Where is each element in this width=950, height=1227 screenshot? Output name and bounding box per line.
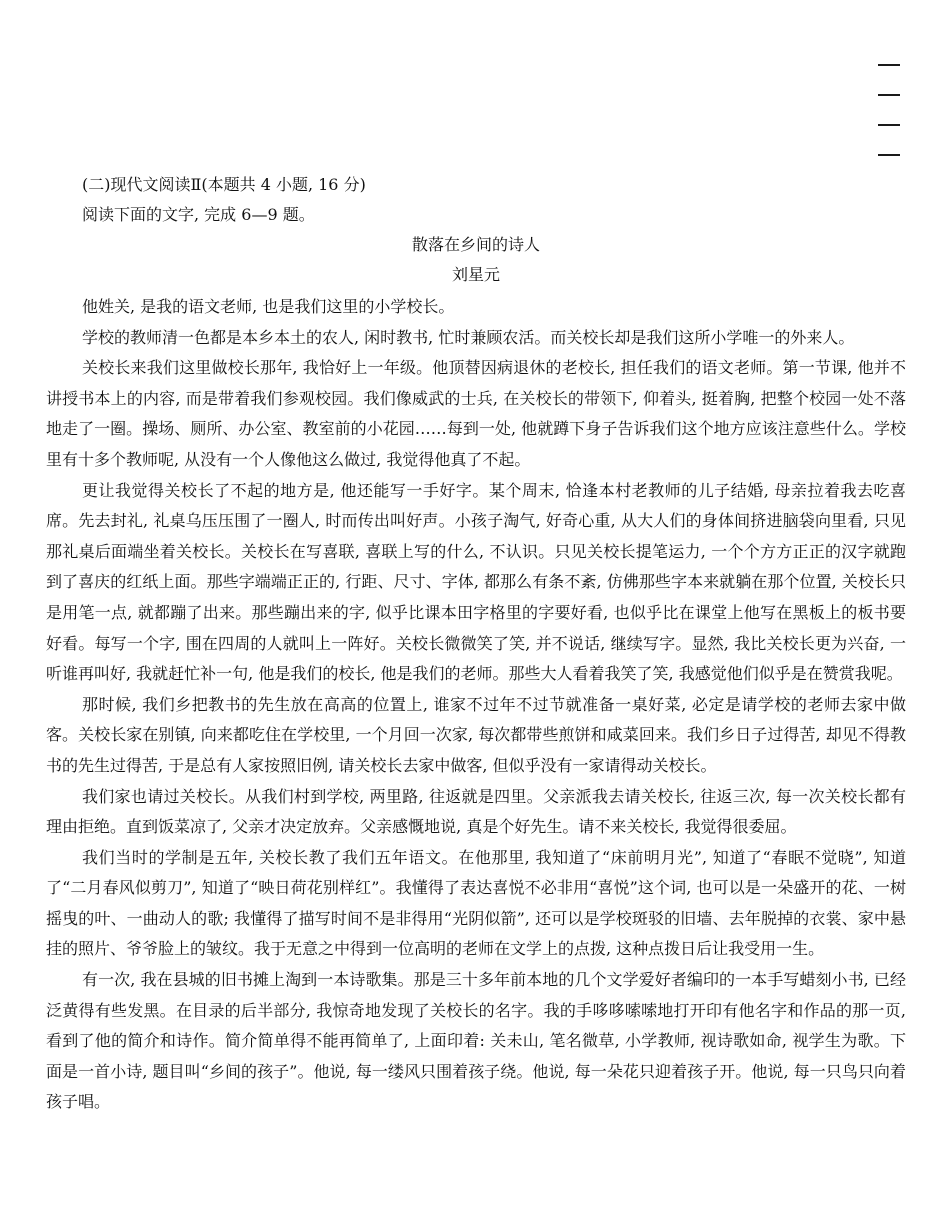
margin-dash — [878, 64, 900, 66]
article-paragraph: 更让我觉得关校长了不起的地方是, 他还能写一手好字。某个周末, 恰逢本村老教师的儿子结婚, 母亲拉着我去吃喜席。先去封礼, 礼桌乌压压围了一圈人, 时而传出叫好声。小孩子淘气, 好奇心重, 从大人们的身体间挤进脑袋向里看, 只见那礼桌后面端坐着关校长。关校长在写喜联, 喜联上写的什么, 不认识。只见关校长提笔运力, 一个个方方正正的汉字就跑到了喜庆的红纸上面。那些字端端正正的, 行距、尺寸、字体, 都那么有条不紊, 仿佛那些字本来就躺在那个位置, 关校长只是用笔一点, 就都蹦了出来。那些蹦出来的字, 似乎比课本田字格里的字要好看, 也似乎比在课堂上他写在黑板上的板书要好看。每写一个字, 围在四周的人就叫上一阵好。关校长微微笑了笑, 并不说话, 继续写字。显然, 我比关校长更为兴奋, 一听谁再叫好, 我就赶忙补一句, 他是我们的校长, 他是我们的老师。那些大人看着我笑了笑, 我感觉他们似乎是在赞赏我呢。 — [46, 480, 906, 684]
article-paragraph: 那时候, 我们乡把教书的先生放在高高的位置上, 谁家不过年不过节就准备一桌好菜, 必定是请学校的老师去家中做客。关校长家在别镇, 向来都吃住在学校里, 一个月回一次家, 每次都带些煎饼和咸菜回来。我们乡日子过得苦, 却见不得教书的先生过得苦, 于是总有人家按照旧例, 请关校长去家中做客, 但似乎没有一家请得动关校长。 — [46, 694, 906, 775]
margin-dash — [878, 124, 900, 126]
section-heading: (二)现代文阅读Ⅱ(本题共 4 小题, 16 分) — [82, 175, 366, 194]
article-title: 散落在乡间的诗人 — [411, 235, 540, 254]
document-page — [46, 172, 906, 1118]
margin-dash — [878, 94, 900, 96]
article-paragraph: 我们当时的学制是五年, 关校长教了我们五年语文。在他那里, 我知道了“床前明月光”, 知道了“春眠不觉晓”, 知道了“二月春风似剪刀”, 知道了“映日荷花别样红”。我懂得了表达喜悦不必非用“喜悦”这个词, 也可以是一朵盛开的花、一树摇曳的叶、一曲动人的歌; 我懂得了描写时间不是非得用“光阴似箭”, 还可以是学校斑驳的旧墙、去年脱掉的衣裳、家中悬挂的照片、爷爷脸上的皱纹。我于无意之中得到一位高明的老师在文学上的点拨, 这种点拨日后让我受用一生。 — [46, 847, 906, 959]
article-body — [46, 292, 906, 1118]
binding-margin-marks — [878, 64, 906, 184]
margin-dash — [878, 154, 900, 156]
article-author: 刘星元 — [451, 265, 500, 284]
reading-instruction: 阅读下面的文字, 完成 6—9 题。 — [82, 205, 315, 224]
article-paragraph: 有一次, 我在县城的旧书摊上淘到一本诗歌集。那是三十多年前本地的几个文学爱好者编印的一本手写蜡刻小书, 已经泛黄得有些发黑。在目录的后半部分, 我惊奇地发现了关校长的名字。我的手哆哆嗦嗦地打开印有他名字和作品的那一页, 看到了他的简介和诗作。简介简单得不能再简单了, 上面印着: 关未山, 笔名微草, 小学教师, 视诗歌如命, 视学生为歌。下面是一首小诗, 题目叫“乡间的孩子”。他说, 每一缕风只围着孩子绕。他说, 每一朵花只迎着孩子开。他说, 每一只鸟只向着孩子唱。 — [46, 970, 906, 1112]
article-paragraph: 学校的教师清一色都是本乡本土的农人, 闲时教书, 忙时兼顾农活。而关校长却是我们这所小学唯一的外来人。 — [82, 327, 855, 347]
article-paragraph: 他姓关, 是我的语文老师, 也是我们这里的小学校长。 — [82, 297, 455, 316]
article-paragraph: 关校长来我们这里做校长那年, 我恰好上一年级。他顶替因病退休的老校长, 担任我们的语文老师。第一节课, 他并不讲授书本上的内容, 而是带着我们参观校园。我们像威武的士兵, 在关校长的带领下, 仰着头, 挺着胸, 把整个校园一处不落地走了一圈。操场、厕所、办公室、教室前的小花园……每到一处, 他就蹲下身子告诉我们这个地方应该注意些什么。学校里有十多个教师呢, 从没有一个人像他这么做过, 我觉得他真了不起。 — [46, 358, 906, 469]
article-paragraph: 我们家也请过关校长。从我们村到学校, 两里路, 往返就是四里。父亲派我去请关校长, 往返三次, 每一次关校长都有理由拒绝。直到饭菜凉了, 父亲才决定放弃。父亲感慨地说, 真是个好先生。请不来关校长, 我觉得很委屈。 — [46, 786, 906, 837]
